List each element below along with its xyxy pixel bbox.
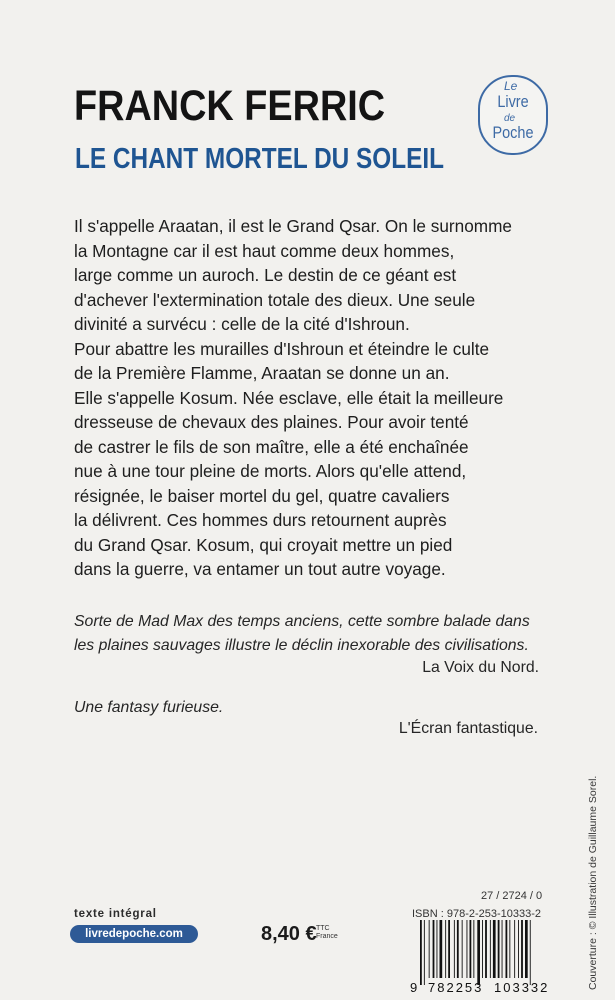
- ttc-label: TTC: [316, 925, 330, 932]
- price: 8,40 €: [261, 923, 317, 945]
- logo-le: Le: [504, 79, 518, 93]
- barcode-first-digit: 9: [410, 980, 418, 995]
- catalog-code: 27 / 2724 / 0: [481, 890, 543, 902]
- quote-source-1: La Voix du Nord.: [422, 659, 539, 676]
- publisher-logo: [478, 75, 548, 155]
- blurb-line: de castrer le fils de son maître, elle a été enchaînée: [74, 436, 469, 457]
- blurb-line: du Grand Qsar. Kosum, qui croyait mettre un pied: [74, 534, 453, 555]
- barcode: [420, 920, 555, 985]
- quote-source-2: L'Écran fantastique.: [398, 720, 538, 737]
- press-quote-1: [74, 610, 554, 657]
- blurb-line: la délivrent. Ces hommes durs retournent auprès: [74, 510, 447, 530]
- blurb-line: la Montagne car il est haut comme deux hommes,: [74, 240, 455, 261]
- blurb-line: d'achever l'extermination totale des dieux. Une seule: [74, 289, 476, 310]
- price-tax-note: [316, 925, 338, 941]
- logo-de: de: [504, 113, 516, 124]
- blurb-line: large comme un auroch. Le destin de ce géant est: [74, 265, 457, 285]
- barcode-left-digits: 782253: [428, 980, 484, 995]
- isbn: ISBN : 978-2-253-10333-2: [412, 908, 542, 920]
- blurb-line: dans la guerre, va entamer un tout autre voyage.: [74, 559, 446, 579]
- website-badge: livredepoche.com: [70, 925, 198, 943]
- logo-poche: Poche: [492, 123, 534, 142]
- blurb-line: de la Première Flamme, Araatan se donne un an.: [74, 363, 450, 383]
- author-name: FRANCK FERRIC: [74, 82, 386, 130]
- press-quote-2: Une fantasy furieuse.: [74, 699, 224, 716]
- blurb-line: nue à une tour pleine de morts. Alors qu'elle attend,: [74, 461, 467, 481]
- blurb-line: Elle s'appelle Kosum. Née esclave, elle était la meilleure: [74, 387, 504, 408]
- blurb-line: divinité a survécu : celle de la cité d'Ishroun.: [74, 314, 410, 334]
- france-label: France: [316, 933, 338, 940]
- illustration-credit: Couverture : © Illustration de Guillaume Sorel.: [587, 775, 599, 990]
- blurb: [74, 214, 574, 582]
- quote-line: les plaines sauvages illustre le déclin inexorable des civilisations.: [74, 636, 529, 654]
- quote-line: Sorte de Mad Max des temps anciens, cette sombre balade dans: [74, 613, 530, 630]
- barcode-right-digits: 103332: [494, 980, 550, 995]
- blurb-line: résignée, le baiser mortel du gel, quatre cavaliers: [74, 485, 450, 506]
- blurb-line: Il s'appelle Araatan, il est le Grand Qsar. On le surnomme: [74, 216, 512, 236]
- logo-livre: Livre: [497, 92, 529, 111]
- blurb-line: Pour abattre les murailles d'Ishroun et éteindre le culte: [74, 338, 490, 359]
- book-title: LE CHANT MORTEL DU SOLEIL: [75, 143, 445, 175]
- texte-integral-label: texte intégral: [74, 908, 157, 920]
- blurb-line: dresseuse de chevaux des plaines. Pour avoir tenté: [74, 412, 469, 432]
